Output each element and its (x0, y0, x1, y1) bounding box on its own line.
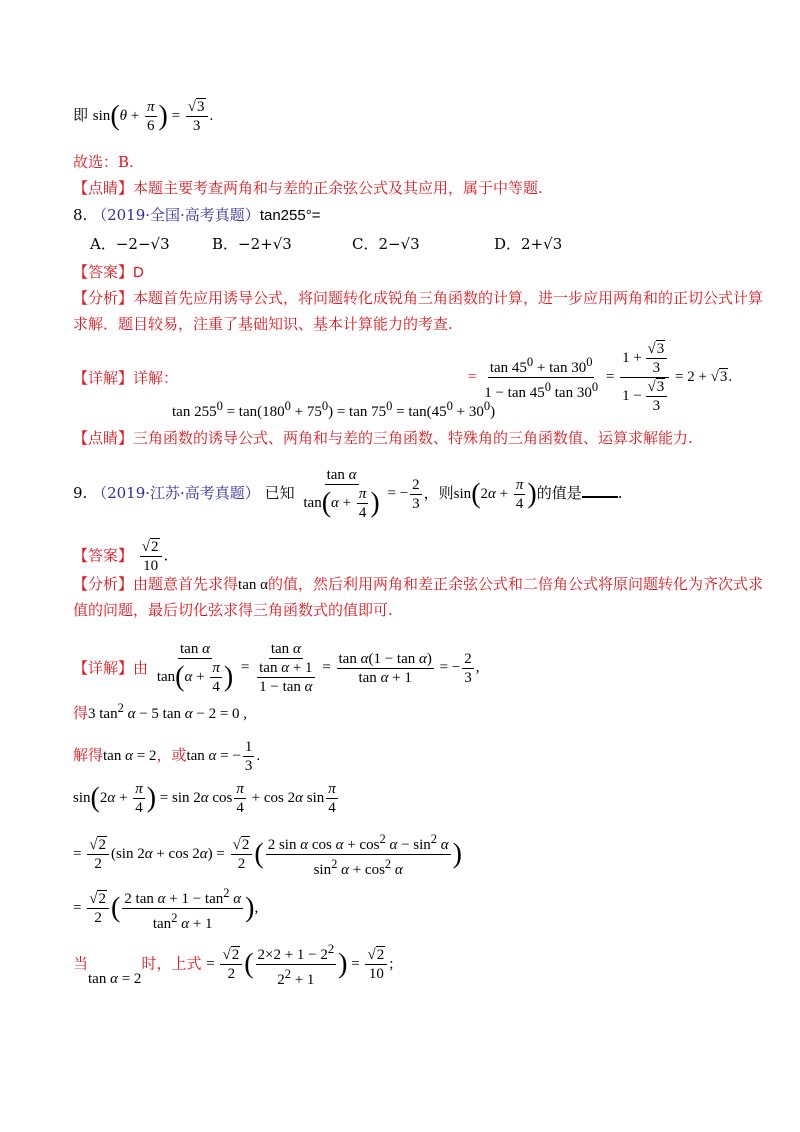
q9-answer-line: 【答案】 $\frac{√2}{10}$ . (73, 539, 169, 574)
q9-detail-you: 由 (133, 659, 149, 677)
q9-number: 9. (73, 484, 88, 502)
q8-analysis-label: 【分析】 (73, 289, 134, 307)
q9-answer-label: 【答案】 (73, 546, 134, 565)
q9-analysis-rest: 的值，然后利用两角和差正余弦公式和二倍角公式将原问题转化为齐次式求 (267, 575, 763, 593)
line-ji-eq (73, 98, 213, 135)
q8-detail-eq-right: = $\frac{\tan 45^0 + \tan 30^0}{1 - \tan 45^0 \tan 30^0}$ = 1 + $\frac{√3}{3}$ 1 − $\frac{√3}{3}$ = 2 + √3. (468, 341, 733, 414)
q8-stem: tan255°= (259, 207, 321, 224)
q9-known: 已知 (264, 484, 295, 502)
q9-value-is: 的值是 (536, 484, 582, 502)
q9-analysis-pre: 由题意首先求得 (133, 575, 239, 593)
q8-detail-label: 【详解】 (73, 369, 134, 387)
choice-b-value: −2+√3 (238, 235, 292, 253)
q9-then: ，则 (423, 484, 454, 502)
q8-answer-label: 【答案】 (73, 263, 134, 281)
q9-eq2: 3 $\tan^2 \alpha - 5$ tan α − 2 = 0 , (88, 701, 248, 722)
question-8-stem (73, 205, 320, 226)
q9-analysis-tan: tan α (238, 577, 268, 593)
q9-period: . (617, 484, 623, 502)
choice-a-label: A． (90, 235, 116, 253)
q9-analysis-line1 (73, 574, 763, 595)
guxuan-line: 故选：B. (73, 153, 134, 171)
q9-detail-line (73, 640, 480, 696)
q8-detail-eq-bottom: $\tan 255^0 = \tan(180^0 + 75^0) = \tan 75^0 = \tan(45^0 + 30^0)$ (172, 399, 496, 420)
q8-analysis-line1 (73, 288, 763, 308)
q9-eq4: = $\frac{√2}{2}$ (sin 2α + cos 2α) = $\frac{√2}{2}$ ( $\frac{2 \sin \alpha \cos \alpha + \cos^2 \alpha - \sin^2 \alpha}{\sin^2 \alpha + \cos^2 \alpha}$ ) (73, 832, 462, 878)
q8-choice-b (212, 233, 292, 254)
choice-c-label: C． (352, 235, 379, 253)
q9-shi: 时，上式 (141, 954, 202, 973)
q8-answer-line (73, 262, 144, 283)
dianjing-label: 【点睛】 (73, 179, 134, 197)
question-9-stem (73, 466, 623, 522)
q9-eq2-line (73, 698, 247, 724)
ji-label: 即 (73, 105, 89, 124)
q8-point-line (73, 428, 693, 448)
q8-number: 8. (73, 206, 88, 224)
q9-huo: ，或 (156, 745, 187, 764)
q8-detail-text: 详解： (133, 369, 179, 387)
choice-b-label: B． (212, 235, 239, 253)
q8-point-text: 三角函数的诱导公式、两角和与差的三角函数、特殊角的三角函数值、运算求解能力. (133, 429, 693, 447)
q8-choice-d (494, 233, 562, 254)
q8-detail-line (73, 368, 178, 388)
q9-solution-line (73, 738, 260, 775)
q8-choice-c (352, 233, 420, 254)
q9-final-line (73, 940, 393, 989)
q9-detail-eq1: tan α tan(α + $\frac{\pi}{4}$ ) = $\frac{\text{tan α}}{\frac{\text{tan α + 1}}{\text{1 − tan α}}}$ = $\frac{\text{tan α(1 − tan α)}}{\text{tan α + 1}}$ = − $\frac{2}{3}$ , (156, 641, 480, 695)
q9-eq3: sin(2α + $\frac{\pi}{4}$ ) = sin 2α cos $\frac{\pi}{4}$ + cos 2α sin $\frac{\pi}{4}$ (73, 781, 336, 816)
q9-eq5: = $\frac{√2}{2}$ ( $\frac{2 \tan \alpha + 1 - \tan^2 \alpha}{\tan^2 \alpha + 1}$ ), (73, 886, 259, 932)
q8-source: （2019·全国·高考真题） (92, 206, 260, 224)
q9-source: （2019·江苏·高考真题） (92, 484, 260, 502)
q9-stem-equation: tan α tan(α + $\frac{\pi}{4}$ ) = − $\frac{2}{3}$ (303, 467, 420, 521)
choice-c-value: 2−√3 (378, 235, 420, 253)
q9-target: sin(2α + $\frac{\pi}{4}$ ) (453, 476, 537, 512)
q9-analysis-label: 【分析】 (73, 575, 134, 593)
q9-sol2: tan α = − $\frac{1}{3}$ . (186, 739, 261, 774)
equation-sin-theta: sin(θ + $\frac{\pi}{6}$ ) = $\frac{√3}{3}$ . (92, 99, 214, 134)
answer-blank (582, 496, 618, 498)
q9-jiede: 解得 (73, 745, 104, 764)
q8-answer: D (133, 264, 144, 281)
dianjing-line-1 (73, 178, 543, 198)
dianjing-text: 本题主要考查两角和与差的正余弦公式及其应用，属于中等题. (133, 179, 543, 197)
q9-analysis-line2: 值的问题，最后切化弦求得三角函数式的值即可. (73, 601, 393, 619)
q8-point-label: 【点睛】 (73, 429, 134, 447)
choice-d-value: 2+√3 (521, 235, 563, 253)
q8-analysis-line2: 求解．题目较易，注重了基础知识、基本计算能力的考查. (73, 315, 453, 333)
q9-eq6: = $\frac{√2}{2}$ ( $\frac{2\times 2 + 1 - 2^2}{2^2 + 1}$ ) = $\frac{√2}{10}$ ; (206, 942, 394, 988)
q9-detail-label: 【详解】 (73, 659, 134, 677)
q8-choice-a (90, 233, 170, 254)
q9-sol1: tan α = 2 (103, 747, 157, 764)
q9-cond: tan α = 2 (88, 970, 142, 987)
q9-dang: 当 (73, 954, 89, 973)
q8-analysis-text1: 本题首先应用诱导公式，将问题转化成锐角三角函数的计算，进一步应用两角和的正切公式计算 (133, 289, 764, 307)
q9-de: 得 (73, 704, 89, 722)
choice-d-label: D． (494, 235, 522, 253)
q9-answer: $\frac{√2}{10}$ (140, 538, 162, 575)
choice-a-value: −2−√3 (115, 235, 170, 253)
